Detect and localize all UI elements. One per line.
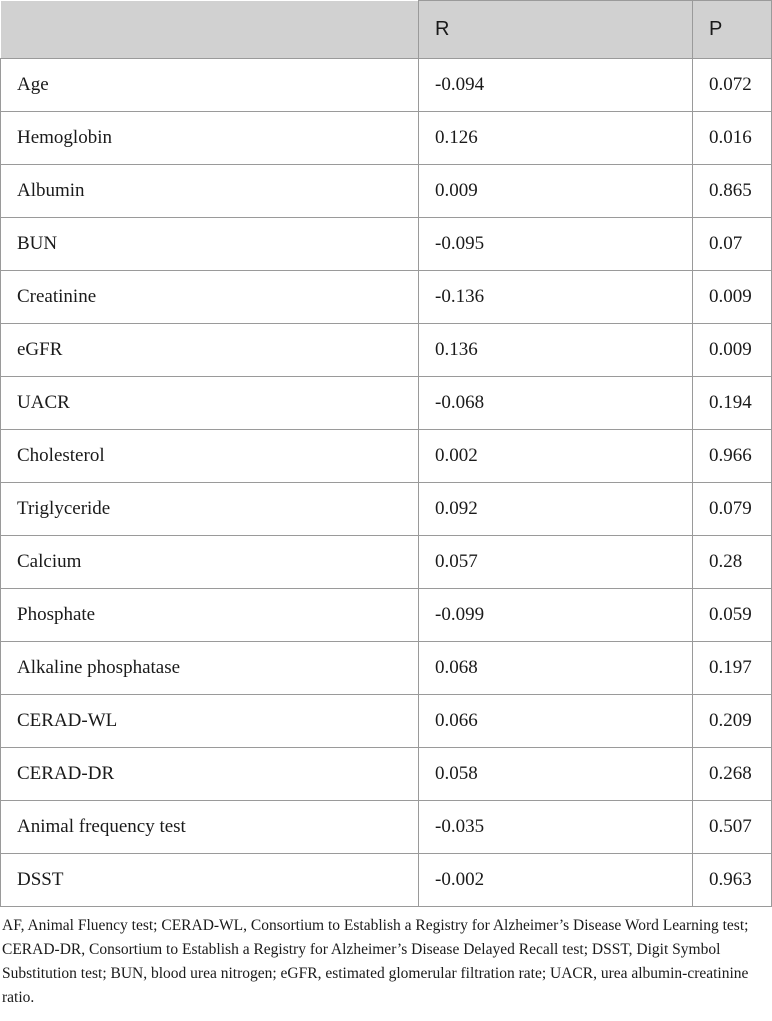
table-row — [1, 165, 772, 218]
table-row — [1, 112, 772, 165]
table-row — [1, 218, 772, 271]
header-variable — [1, 1, 419, 59]
cell-r: 0.058 — [419, 748, 693, 801]
cell-variable: Age — [1, 59, 419, 112]
cell-r: 0.002 — [419, 430, 693, 483]
cell-variable: eGFR — [1, 324, 419, 377]
cell-p: 0.059 — [693, 589, 772, 642]
table-header — [1, 1, 772, 59]
cell-variable: Hemoglobin — [1, 112, 419, 165]
cell-variable: Creatinine — [1, 271, 419, 324]
cell-variable: UACR — [1, 377, 419, 430]
cell-p: 0.016 — [693, 112, 772, 165]
cell-r: -0.095 — [419, 218, 693, 271]
cell-p: 0.966 — [693, 430, 772, 483]
table-row — [1, 536, 772, 589]
cell-variable: Alkaline phosphatase — [1, 642, 419, 695]
table-row — [1, 59, 772, 112]
cell-r: 0.066 — [419, 695, 693, 748]
cell-r: 0.092 — [419, 483, 693, 536]
cell-variable: Phosphate — [1, 589, 419, 642]
table-row — [1, 801, 772, 854]
cell-p: 0.079 — [693, 483, 772, 536]
cell-p: 0.28 — [693, 536, 772, 589]
table-row — [1, 377, 772, 430]
cell-p: 0.865 — [693, 165, 772, 218]
cell-variable: Animal frequency test — [1, 801, 419, 854]
cell-r: -0.068 — [419, 377, 693, 430]
cell-r: 0.068 — [419, 642, 693, 695]
cell-p: 0.209 — [693, 695, 772, 748]
cell-r: 0.136 — [419, 324, 693, 377]
cell-r: -0.002 — [419, 854, 693, 907]
table-row — [1, 483, 772, 536]
cell-variable: Cholesterol — [1, 430, 419, 483]
cell-variable: Triglyceride — [1, 483, 419, 536]
header-r: R — [419, 1, 693, 59]
table-row — [1, 748, 772, 801]
cell-p: 0.072 — [693, 59, 772, 112]
cell-p: 0.009 — [693, 324, 772, 377]
cell-p: 0.194 — [693, 377, 772, 430]
cell-p: 0.963 — [693, 854, 772, 907]
cell-r: 0.057 — [419, 536, 693, 589]
cell-p: 0.197 — [693, 642, 772, 695]
cell-r: -0.094 — [419, 59, 693, 112]
cell-variable: CERAD-DR — [1, 748, 419, 801]
table-row — [1, 324, 772, 377]
table-row — [1, 589, 772, 642]
table-row — [1, 642, 772, 695]
cell-p: 0.009 — [693, 271, 772, 324]
cell-variable: Albumin — [1, 165, 419, 218]
cell-r: -0.035 — [419, 801, 693, 854]
cell-variable: DSST — [1, 854, 419, 907]
header-p: P — [693, 1, 772, 59]
header-row — [1, 1, 772, 59]
cell-p: 0.07 — [693, 218, 772, 271]
cell-r: 0.009 — [419, 165, 693, 218]
cell-variable: Calcium — [1, 536, 419, 589]
cell-variable: CERAD-WL — [1, 695, 419, 748]
table-row — [1, 854, 772, 907]
table-row — [1, 695, 772, 748]
cell-r: -0.099 — [419, 589, 693, 642]
table-footnote: AF, Animal Fluency test; CERAD-WL, Consortium to Establish a Registry for Alzheimer’s Disease Word Learning test; CERAD-DR, Consortium to Establish a Registry for Alzheimer’s Disease Delayed Recall test; DSST, Digit Symbol Substitution test; BUN, blood urea nitrogen; eGFR, estimated glomerular filtration rate; UACR, urea albumin-creatinine ratio. — [2, 917, 749, 1006]
table-row — [1, 430, 772, 483]
cell-p: 0.507 — [693, 801, 772, 854]
cell-r: 0.126 — [419, 112, 693, 165]
cell-variable: BUN — [1, 218, 419, 271]
cell-r: -0.136 — [419, 271, 693, 324]
table-row — [1, 271, 772, 324]
table-body — [1, 59, 772, 907]
cell-p: 0.268 — [693, 748, 772, 801]
